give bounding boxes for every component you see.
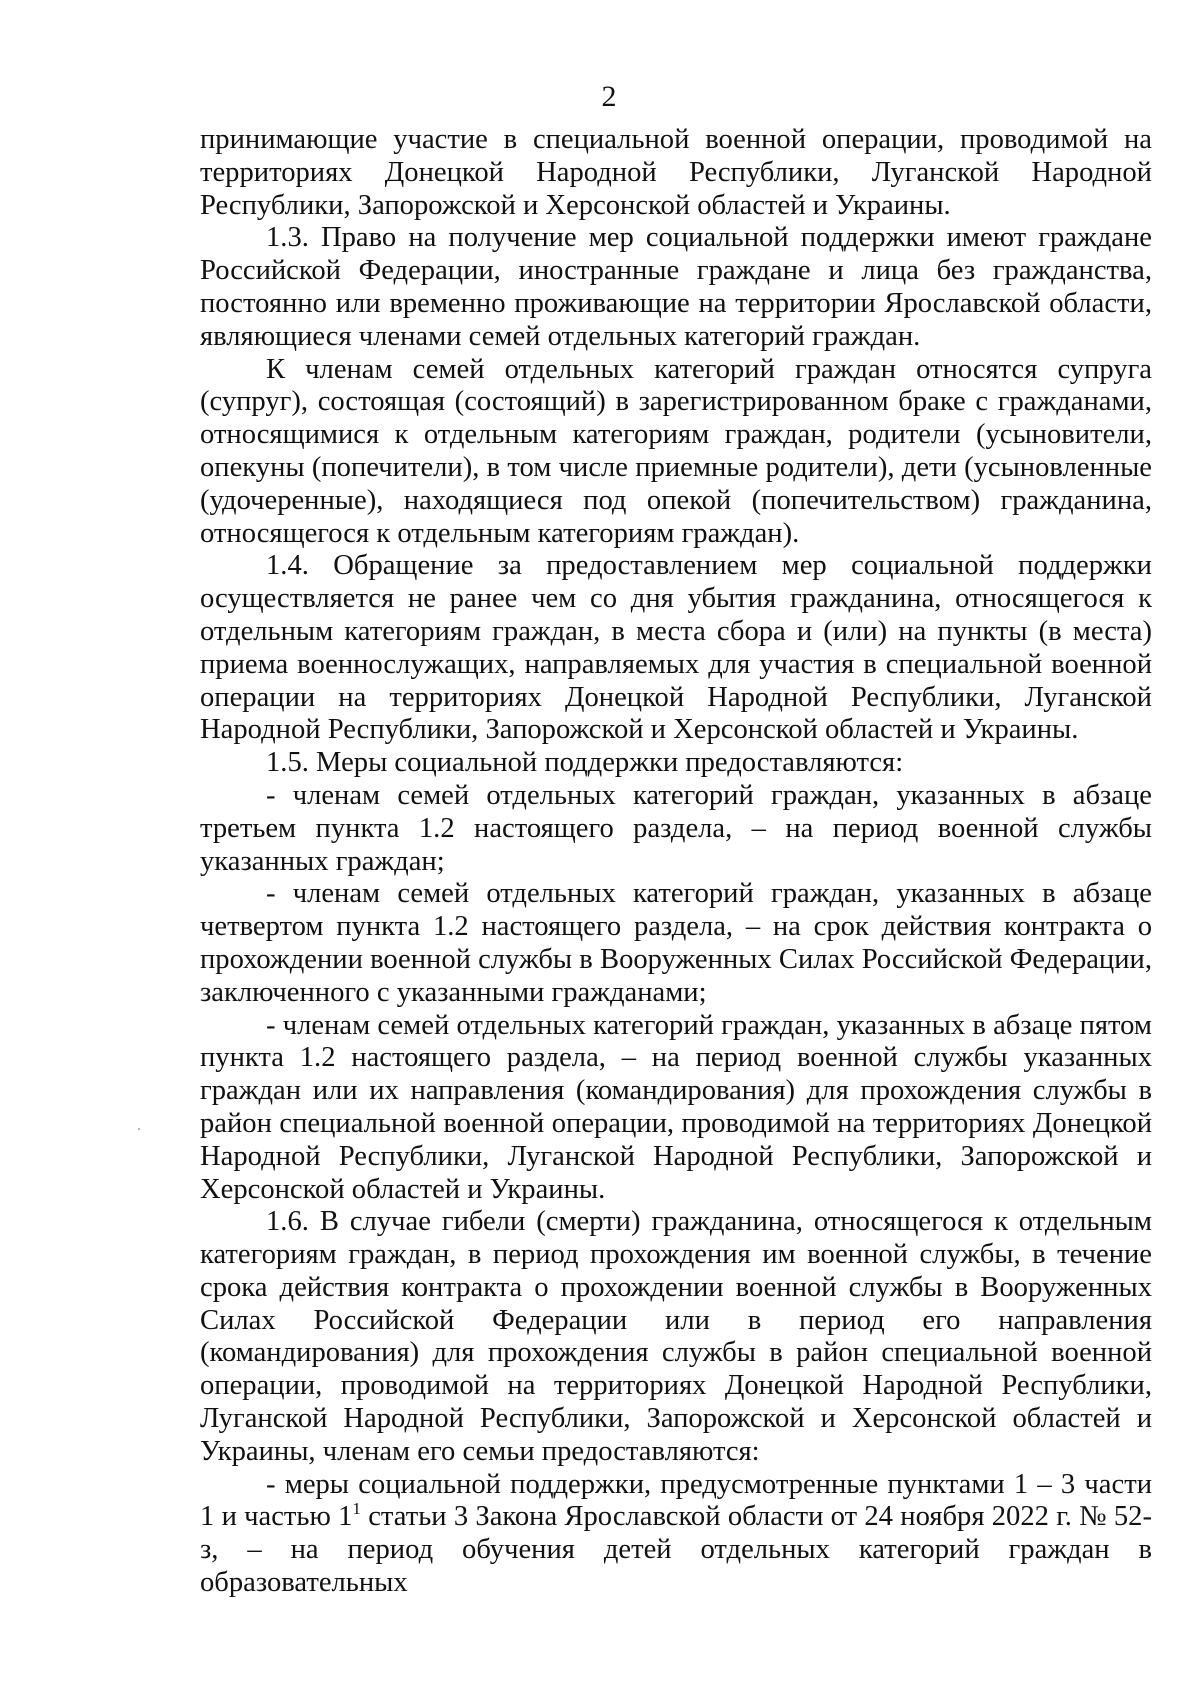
superscript-number: 1 [352,1499,361,1519]
paragraph-1-4: 1.4. Обращение за предоставлением мер социальной поддержки осуществляется не ранее чем со дня убытия гражданина, относящегося к отдельным категориям граждан, в места сбора и (или) на пункты (в места) приема военнослужащих, направляемых для участия в специальной военной операции на территориях Донецкой Народной Республики, Луганской Народной Республики, Запорожской и Херсонской областей и Украины. [200,550,1152,746]
page-number: 2 [601,80,617,113]
list-item-third-paragraph: - членам семей отдельных категорий граждан, указанных в абзаце третьем пункта 1.2 настоящего раздела, – на период военной службы указанных граждан; [200,779,1152,877]
paragraph-family-members: К членам семей отдельных категорий граждан относятся супруга (супруг), состоящая (состоящий) в зарегистрированном браке с гражданами, относящимися к отдельным категориям граждан, родители (усыновители, опекуны (попечители), в том числе приемные родители), дети (усыновленные (удочеренные), находящиеся под опекой (попечительством) гражданина, относящегося к отдельным категориям граждан). [200,353,1152,549]
list-item-social-support-measures [200,1469,1152,1600]
list-item-fourth-paragraph: - членам семей отдельных категорий граждан, указанных в абзаце четвертом пункта 1.2 настоящего раздела, – на срок действия контракта о прохождении военной службы в Вооруженных Силах Российской Федерации, заключенного с указанными гражданами; [200,878,1152,1008]
paragraph-1-6: 1.6. В случае гибели (смерти) гражданина, относящегося к отдельным категориям граждан, в период прохождения им военной службы, в течение срока действия контракта о прохождении военной службы в Вооруженных Силах Российской Федерации или в период его направления (командирования) для прохождения службы в район специальной военной операции, проводимой на территориях Донецкой Народной Республики, Луганской Народной Республики, Запорожской и Херсонской областей и Украины, членам его семьи предоставляются: [200,1206,1152,1467]
paragraph-continuation: принимающие участие в специальной военной операции, проводимой на территориях Донецкой Народной Республики, Луганской Народной Республики, Запорожской и Херсонской областей и Украины. [200,124,1152,221]
text-after-superscript: статьи 3 Закона Ярославской области от 24 ноября 2022 г. № 52-з, – на период обучения детей отдельных категорий граждан в образовательных [200,1501,1152,1599]
scan-artifact [138,1128,140,1130]
document-body [200,124,1152,1600]
paragraph-1-5: 1.5. Меры социальной поддержки предоставляются: [266,747,904,779]
paragraph-1-3: 1.3. Право на получение мер социальной поддержки имеют граждане Российской Федерации, иностранные граждане и лица без гражданства, постоянно или временно проживающие на территории Ярославской области, являющиеся членами семей отдельных категорий граждан. [200,222,1152,352]
list-item-fifth-paragraph: - членам семей отдельных категорий граждан, указанных в абзаце пятом пункта 1.2 настоящего раздела, – на период военной службы указанных граждан или их направления (командирования) для прохождения службы в район специальной военной операции, проводимой на территориях Донецкой Народной Республики, Луганской Народной Республики, Запорожской и Херсонской областей и Украины. [200,1009,1152,1205]
text-before-superscript: - меры социальной поддержки, предусмотренные пунктами 1 – 3 части 1 и частью 1 [200,1468,1152,1533]
